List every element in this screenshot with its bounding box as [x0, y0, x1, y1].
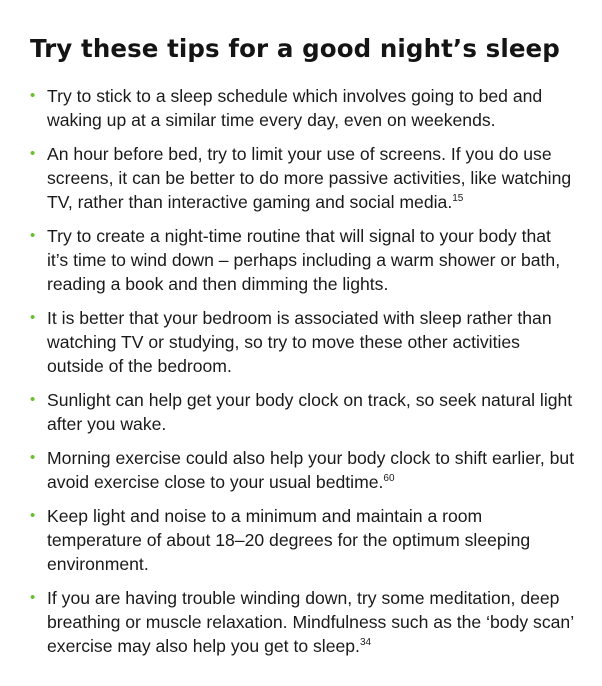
tip-text: If you are having trouble winding down, try some meditation, deep breathing or muscle relaxation. Mindfulness such as the ‘body scan’ exercise may also help you get to sleep. — [47, 588, 574, 656]
tip-text: Keep light and noise to a minimum and maintain a room temperature of about 18–20 degrees for the optimum sleeping environment. — [47, 506, 531, 574]
list-item — [30, 586, 575, 658]
bullet-icon: • — [30, 589, 36, 606]
bullet-icon: • — [30, 391, 36, 408]
reference-number: 15 — [452, 193, 464, 205]
page-title: Try these tips for a good night’s sleep — [30, 34, 560, 63]
list-item — [30, 388, 575, 436]
bullet-icon: • — [30, 145, 36, 162]
tip-text: Try to stick to a sleep schedule which involves going to bed and waking up at a similar time every day, even on weekends. — [47, 86, 543, 130]
bullet-icon: • — [30, 507, 36, 524]
tip-text: It is better that your bedroom is associated with sleep rather than watching TV or studying, so try to move these other activities outside of the bedroom. — [47, 308, 552, 376]
list-item — [30, 446, 575, 494]
list-item — [30, 142, 575, 214]
bullet-icon: • — [30, 87, 36, 104]
list-item — [30, 84, 575, 132]
tip-text: An hour before bed, try to limit your use of screens. If you do use screens, it can be better to do more passive activities, like watching TV, rather than interactive gaming and social media. — [47, 144, 572, 212]
tip-text: Try to create a night-time routine that will signal to your body that it’s time to wind down – perhaps including a warm shower or bath, reading a book and then dimming the lights. — [47, 226, 561, 294]
list-item — [30, 504, 575, 576]
tips-list — [30, 84, 575, 668]
reference-number: 60 — [383, 473, 395, 485]
list-item — [30, 306, 575, 378]
bullet-icon: • — [30, 227, 36, 244]
reference-number: 34 — [359, 637, 372, 649]
bullet-icon: • — [30, 309, 36, 326]
list-item — [30, 224, 575, 296]
tip-text: Sunlight can help get your body clock on track, so seek natural light after you wake. — [47, 390, 573, 434]
bullet-icon: • — [30, 449, 36, 466]
tip-text: Morning exercise could also help your body clock to shift earlier, but avoid exercise close to your usual bedtime. — [47, 448, 575, 492]
